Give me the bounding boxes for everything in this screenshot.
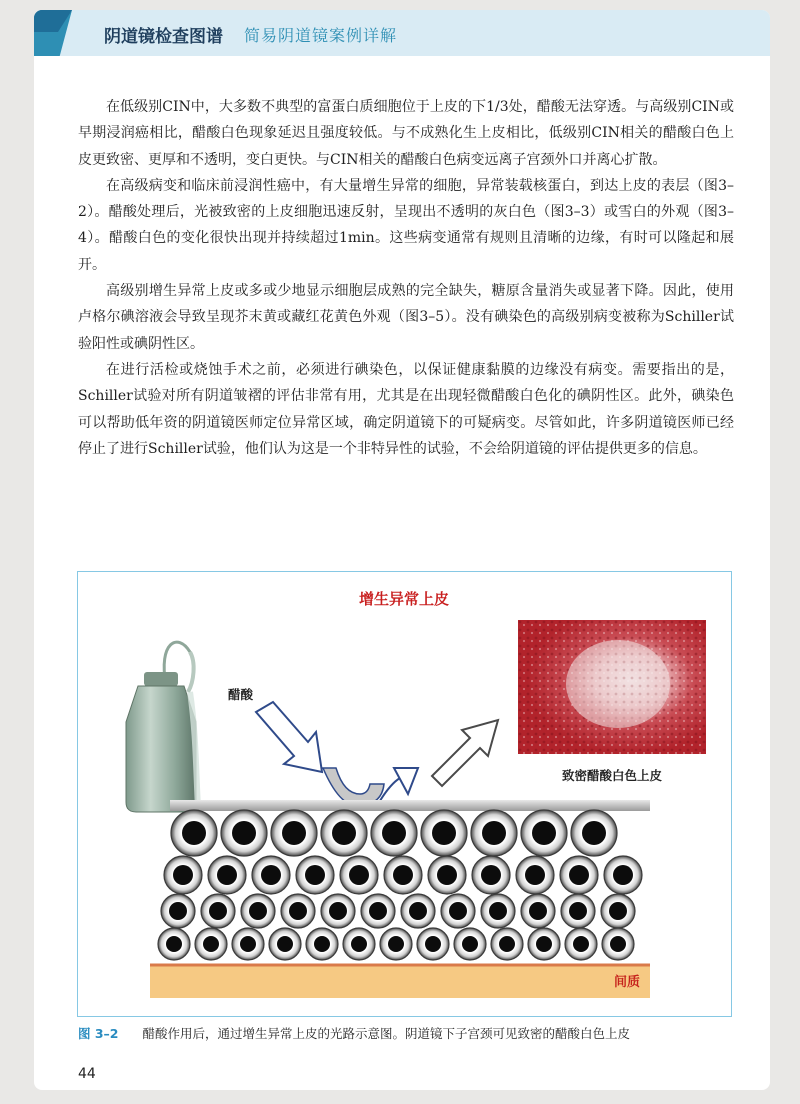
figure-caption <box>78 1024 738 1042</box>
cell-nucleus <box>261 865 281 885</box>
header-tab-decoration <box>34 10 72 56</box>
cell-nucleus <box>610 936 626 952</box>
epithelium-surface <box>170 800 650 811</box>
cell-nucleus <box>529 902 547 920</box>
cell-nucleus <box>240 936 256 952</box>
paragraph: 在高级病变和临床前浸润性癌中，有大量增生异常的细胞，异常装载核蛋白，到达上皮的表层（图3–2）。醋酸处理后，光被致密的上皮细胞迅速反射，呈现出不透明的灰白色（图3–3）或雪白的外观（图3–4）。醋酸白色的变化很快出现并持续超过1min。这些病变通常有规则且清晰的边缘，有时可以隆起和展开。 <box>78 177 734 273</box>
cell-nucleus <box>329 902 347 920</box>
cell-nucleus <box>393 865 413 885</box>
cell-nucleus <box>409 902 427 920</box>
cell-nucleus <box>536 936 552 952</box>
cell-nucleus <box>332 821 356 845</box>
cell-nucleus <box>209 902 227 920</box>
wash-bottle-icon <box>126 642 198 812</box>
paragraph: 在进行活检或烧蚀手术之前，必须进行碘染色，以保证健康黏膜的边缘没有病变。需要指出的是，Schiller试验对所有阴道皱褶的评估非常有用，尤其是在出现轻微醋酸白色化的碘阴性区。此外，碘染色可以帮助低年资的阴道镜医师定位异常区域，确定阴道镜下的可疑病变。尽管如此，许多阴道镜医师已经停止了进行Schiller试验，他们认为这是一个非特异性的试验，不会给阴道镜的评估提供更多的信息。 <box>78 361 734 457</box>
caption-text: 醋酸作用后，通过增生异常上皮的光路示意图。阴道镜下子宫颈可见致密的醋酸白色上皮 <box>142 1026 630 1041</box>
cell-layers <box>158 810 642 960</box>
caption-number: 图 3–2 <box>78 1026 119 1041</box>
cell-nucleus <box>569 902 587 920</box>
section-title: 简易阴道镜案例详解 <box>244 26 398 45</box>
cell-nucleus <box>282 821 306 845</box>
photo-label: 致密醋酸白色上皮 <box>561 768 663 783</box>
acid-label: 醋酸 <box>228 687 254 702</box>
stroma <box>150 965 650 998</box>
cell-nucleus <box>499 936 515 952</box>
cell-nucleus <box>489 902 507 920</box>
cell-nucleus <box>217 865 237 885</box>
cell-nucleus <box>169 902 187 920</box>
cell-nucleus <box>305 865 325 885</box>
exit-arrow-icon <box>432 720 498 786</box>
stroma-label: 间质 <box>614 975 641 990</box>
cell-nucleus <box>609 902 627 920</box>
acid-arrow-icon <box>256 702 322 772</box>
cell-nucleus <box>277 936 293 952</box>
cell-nucleus <box>166 936 182 952</box>
paragraph: 在低级别CIN中，大多数不典型的富蛋白质细胞位于上皮的下1/3处，醋酸无法穿透。与高级别CIN或早期浸润癌相比，醋酸白色现象延迟且强度较低。与不成熟化生上皮相比，低级别CIN相关的醋酸白色上皮更致密、更厚和不透明，变白更快。与CIN相关的醋酸白色病变远离子宫颈外口并离心扩散。 <box>78 99 734 168</box>
cell-nucleus <box>173 865 193 885</box>
cell-nucleus <box>351 936 367 952</box>
cell-nucleus <box>289 902 307 920</box>
figure-canvas <box>78 572 731 1016</box>
cell-nucleus <box>613 865 633 885</box>
cell-nucleus <box>249 902 267 920</box>
cell-nucleus <box>573 936 589 952</box>
cell-nucleus <box>482 821 506 845</box>
cell-nucleus <box>314 936 330 952</box>
cell-nucleus <box>203 936 219 952</box>
cell-nucleus <box>582 821 606 845</box>
cell-nucleus <box>432 821 456 845</box>
page-number: 44 <box>78 1066 96 1082</box>
cell-nucleus <box>525 865 545 885</box>
cell-nucleus <box>437 865 457 885</box>
body-text <box>78 94 734 462</box>
cell-nucleus <box>382 821 406 845</box>
paragraph: 高级别增生异常上皮或多或少地显示细胞层成熟的完全缺失，糖原含量消失或显著下降。因此，使用卢格尔碘溶液会导致呈现芥末黄或藏红花黄色外观（图3–5）。没有碘染色的高级别病变被称为Schiller试验阳性或碘阴性区。 <box>78 283 734 352</box>
cell-nucleus <box>232 821 256 845</box>
colposcopy-photo <box>518 620 706 754</box>
cell-nucleus <box>349 865 369 885</box>
book-title: 阴道镜检查图谱 <box>104 27 223 47</box>
cell-nucleus <box>569 865 589 885</box>
page-header <box>34 10 770 56</box>
cell-nucleus <box>369 902 387 920</box>
figure-3-2 <box>77 571 732 1017</box>
cell-nucleus <box>462 936 478 952</box>
cell-nucleus <box>481 865 501 885</box>
cell-nucleus <box>532 821 556 845</box>
cell-nucleus <box>425 936 441 952</box>
figure-title: 增生异常上皮 <box>358 590 450 608</box>
cell-nucleus <box>449 902 467 920</box>
cell-nucleus <box>388 936 404 952</box>
cell-nucleus <box>182 821 206 845</box>
